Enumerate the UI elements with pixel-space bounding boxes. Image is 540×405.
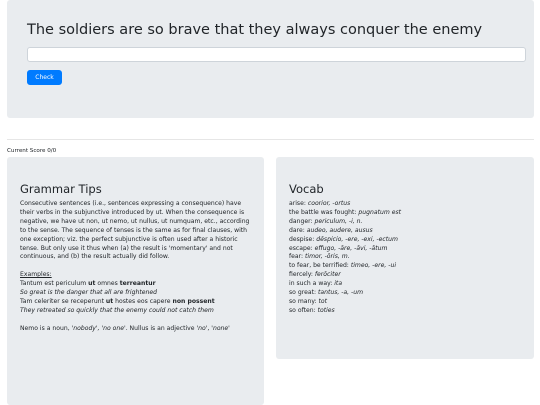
vocab-english: the battle was fought: [289, 208, 359, 216]
vocab-item [289, 236, 524, 245]
vocab-latin: ita [334, 280, 343, 288]
vocab-latin: tot [318, 297, 328, 305]
vocab-panel [276, 157, 534, 359]
note-text-2: . Nullus is an adjective [125, 324, 197, 332]
note-text-1: Nemo is a noun, [20, 324, 72, 332]
example-1-text-2: omnes [95, 280, 120, 288]
vocab-latin: ferōciter [314, 271, 341, 279]
vocab-english: so great: [289, 289, 318, 297]
note-no: 'no' [196, 324, 208, 332]
grammar-tips-title: Grammar Tips [20, 182, 102, 196]
vocab-list [289, 200, 524, 316]
vocab-latin: dēspicio, -ere, -exi, -ectum [316, 235, 398, 243]
vocab-item [289, 209, 524, 218]
vocab-english: to fear, be terrified: [289, 262, 351, 270]
vocab-item [289, 218, 524, 227]
vocab-latin: effugo, -āre, -āvi, -ātum [314, 244, 388, 252]
note-nobody: 'nobody', 'no one' [71, 324, 126, 332]
vocab-latin: toties [317, 306, 335, 314]
vocab-title: Vocab [289, 182, 324, 196]
answer-input[interactable] [27, 47, 526, 62]
vocab-latin: audeo, audere, ausus [306, 226, 373, 234]
note-none: 'none' [211, 324, 230, 332]
example-1-verb: terreantur [119, 280, 156, 288]
vocab-item [289, 298, 524, 307]
vocab-latin: periculum, -i, n. [314, 217, 363, 225]
vocab-english: in such a way: [289, 280, 335, 288]
example-2-text-2: hostes eos capere [113, 297, 173, 305]
examples-label: Examples: [20, 271, 52, 279]
vocab-item [289, 289, 524, 298]
vocab-item [289, 227, 524, 236]
grammar-tips-panel [7, 157, 264, 405]
vocab-english: arise: [289, 200, 308, 207]
vocab-item [289, 271, 524, 280]
grammar-note [20, 325, 255, 334]
vocab-english: so many: [289, 297, 319, 305]
example-1 [20, 280, 255, 289]
example-1-translation: So great is the danger that all are frightened [20, 289, 157, 297]
vocab-latin: coorior, -ortus [307, 200, 351, 207]
vocab-latin: tantus, -a, -um [317, 289, 364, 297]
example-1-ut: ut [88, 280, 96, 288]
grammar-paragraph: Consecutive sentences (i.e., sentences expressing a consequence) have their verbs in the subjunctive introduced by ut. When the consequence is negative, we have ut non, ut nemo, ut nullus, ut numquam, etc., according to the sense. The sequence of tenses is the same as for final clauses, with one exception; viz. the perfect subjunctive is often used after a historic tense. But only use it thus when (a) the result is 'momentary' and not continuous, and (b) the result actually did follow. [20, 200, 250, 261]
vocab-latin: timeo, -ere, -ui [350, 262, 397, 270]
vocab-english: so often: [289, 306, 318, 314]
vocab-latin: timor, -ōris, m. [305, 253, 350, 261]
example-2-text: Tam celeriter se receperunt [20, 297, 106, 305]
vocab-english: escape: [289, 244, 315, 252]
exercise-prompt: The soldiers are so brave that they always conquer the enemy [27, 22, 483, 38]
vocab-item [289, 307, 524, 316]
vocab-item [289, 280, 524, 289]
divider [7, 139, 534, 140]
example-2-verb: non possent [172, 297, 215, 305]
check-button[interactable]: Check [27, 70, 62, 85]
example-2-translation: They retreated so quickly that the enemy could not catch them [20, 306, 214, 314]
vocab-item [289, 200, 524, 209]
vocab-english: fear: [289, 253, 306, 261]
vocab-english: despise: [289, 235, 317, 243]
vocab-english: dare: [289, 226, 307, 234]
vocab-latin: pugnatum est [358, 208, 402, 216]
current-score: Current Score 0/0 [7, 148, 57, 154]
vocab-item [289, 262, 524, 271]
note-comma: , [207, 324, 212, 332]
example-1-text: Tantum est periculum [20, 280, 89, 288]
vocab-item [289, 253, 524, 262]
vocab-english: fiercely: [289, 271, 315, 279]
example-2 [20, 298, 255, 307]
grammar-tips-body [20, 200, 255, 334]
exercise-panel [7, 0, 534, 118]
example-2-ut: ut [105, 297, 114, 305]
vocab-english: danger: [289, 217, 315, 225]
